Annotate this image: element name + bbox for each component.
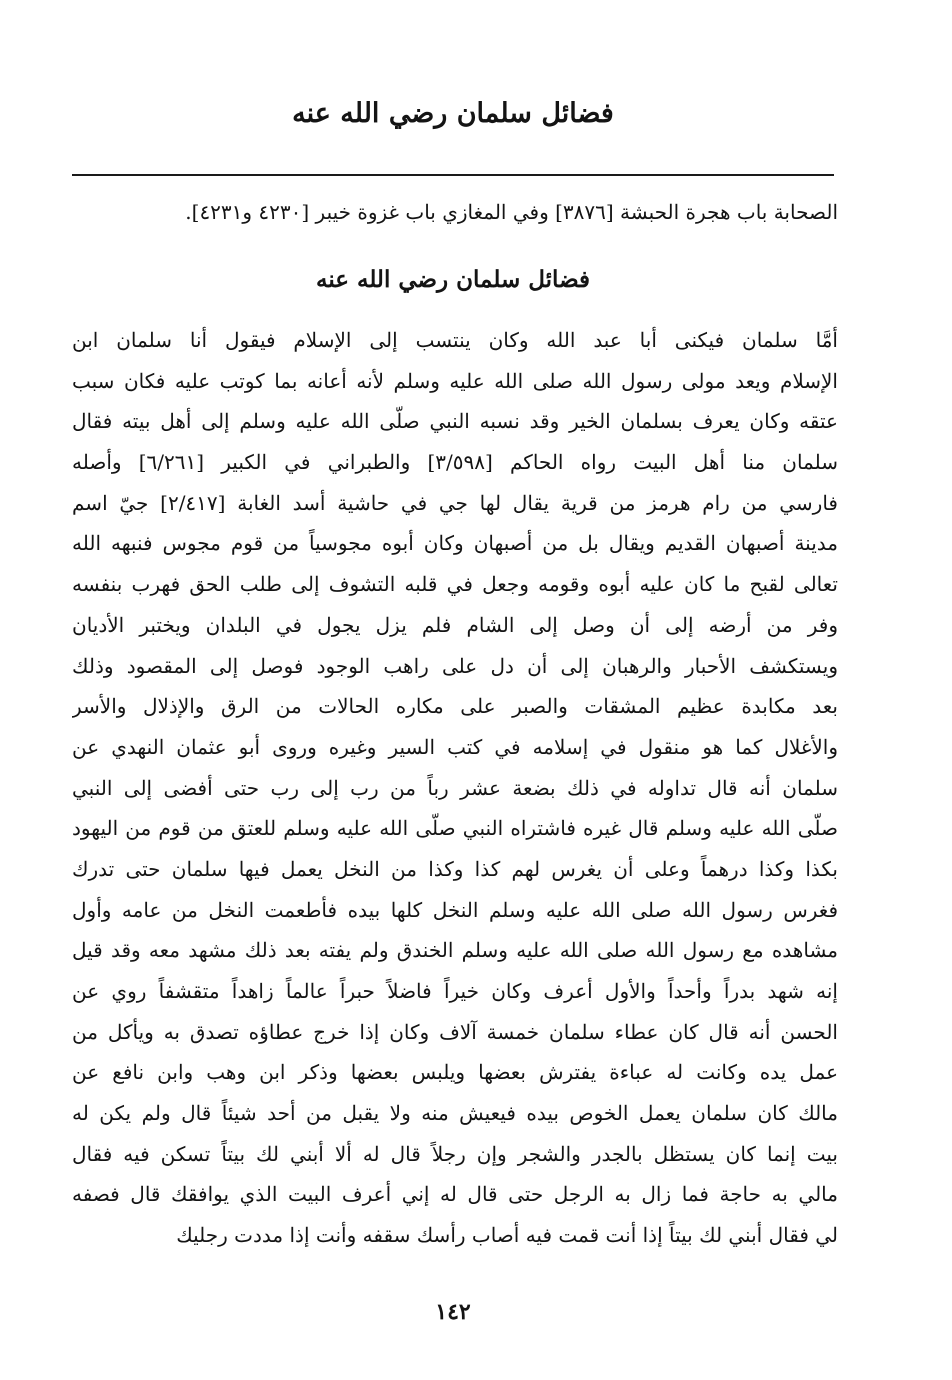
text-line: مشاهده مع رسول الله صلى الله عليه وسلم الخندق ولم يفته بعد ذلك مشهد معه وقد قيل — [72, 938, 838, 963]
text-line: وفر من أرضه إلى أن وصل إلى الشام فلم يزل يجول في البلدان ويختبر الأديان — [72, 612, 838, 637]
text-line: لي فقال أبني لك بيتاً إذا أنت قمت فيه أصاب رأسك سقفه وأنت إذا مددت رجليك — [176, 1223, 838, 1248]
running-header: فضائل سلمان رضي الله عنه — [292, 98, 614, 129]
header-rule — [72, 174, 834, 176]
text-line: إنه شهد بدراً وأحداً والأول أعرف وكان خيراً فاضلاً حبراً عالماً زاهداً متقشفاً روي عن — [72, 979, 838, 1003]
text-line: صلّى الله عليه وسلم قال غيره فاشتراه النبي صلّى الله عليه وسلم للعتق من قوم من اليهود — [72, 816, 838, 841]
text-line: مدينة أصبهان القديم ويقال بل من أصبهان وكان أبوه مجوسياً من قوم مجوس فنبهه الله — [72, 531, 838, 556]
text-line: بكذا وكذا درهماً وعلى أن يغرس لهم كذا وكذا من النخل يعمل فيها سلمان حتى تدرك — [72, 856, 838, 881]
text-line: أمَّا سلمان فيكنى أبا عبد الله وكان ينتسب إلى الإسلام فيقول أنا سلمان ابن — [72, 328, 838, 352]
text-line: تعالى لقبح ما كان عليه أبوه وقومه وجعل في قلبه التشوف إلى طلب الحق فهرب بنفسه — [72, 572, 838, 597]
body-text — [72, 320, 838, 1256]
text-line: الإسلام ويعد مولى رسول الله صلى الله عليه وسلم لأنه أعانه بما كوتب عليه فكان سبب — [72, 368, 838, 393]
text-line: بيت إنما كان يستظل بالجدر والشجر وإن رجلاً قال له ألا أبني لك بيتاً تسكن فيه فقال — [72, 1141, 838, 1166]
text-line: عمل يده وكانت له عباءة يفترش بعضها ويلبس بعضها وذكر ابن وهب وابن نافع عن — [72, 1060, 838, 1085]
text-line: فارسي من رام هرمز من قرية يقال لها جي في حاشية أسد الغابة [٢/٤١٧] جيّ اسم — [72, 490, 838, 515]
text-line: فغرس رسول الله صلى الله عليه وسلم النخل كلها بيده فأطعمت النخل من عامه وأول — [72, 897, 838, 922]
text-line: مالك كان سلمان يعمل الخوص بيده فيعيش منه ولا يقبل من أحد شيئاً قال ولم يكن له — [72, 1101, 838, 1126]
text-line: مالي به حاجة فما زال به الرجل حتى قال له إني أعرف البيت الذي يوافقك قال فصفه — [72, 1182, 838, 1207]
text-line: سلمان منا أهل البيت رواه الحاكم [٣/٥٩٨] والطبراني في الكبير [٦/٢٦١] وأصله — [72, 450, 838, 475]
footnote-continuation: الصحابة باب هجرة الحبشة [٣٨٧٦] وفي المغازي باب غزوة خيبر [٤٢٣٠ و٤٢٣١]. — [185, 200, 838, 224]
text-line: ويستكشف الأحبار والرهبان إلى أن دل على راهب الوجود فوصل إلى المقصود وذلك — [72, 653, 838, 678]
text-line: عتقه وكان يعرف بسلمان الخير وقد نسبه النبي صلّى الله عليه وسلم إلى أهل بيته فقال — [72, 409, 838, 434]
text-line: بعد مكابدة عظيم المشقات والصبر على مكاره الحالات من الرق والإذلال والأسر — [72, 694, 838, 719]
text-line: والأغلال كما هو منقول في إسلامه في كتب السير وغيره وروى أبو عثمان النهدي عن — [72, 734, 838, 759]
page-number: ١٤٢ — [435, 1299, 471, 1325]
text-line: الحسن أنه قال كان عطاء سلمان خمسة آلاف وكان إذا خرج عطاؤه تصدق به ويأكل من — [72, 1019, 838, 1044]
section-title: فضائل سلمان رضي الله عنه — [315, 266, 591, 293]
text-line: سلمان أنه قال تداوله في ذلك بضعة عشر رباً من رب إلى رب حتى أفضى إلى النبي — [72, 775, 838, 800]
